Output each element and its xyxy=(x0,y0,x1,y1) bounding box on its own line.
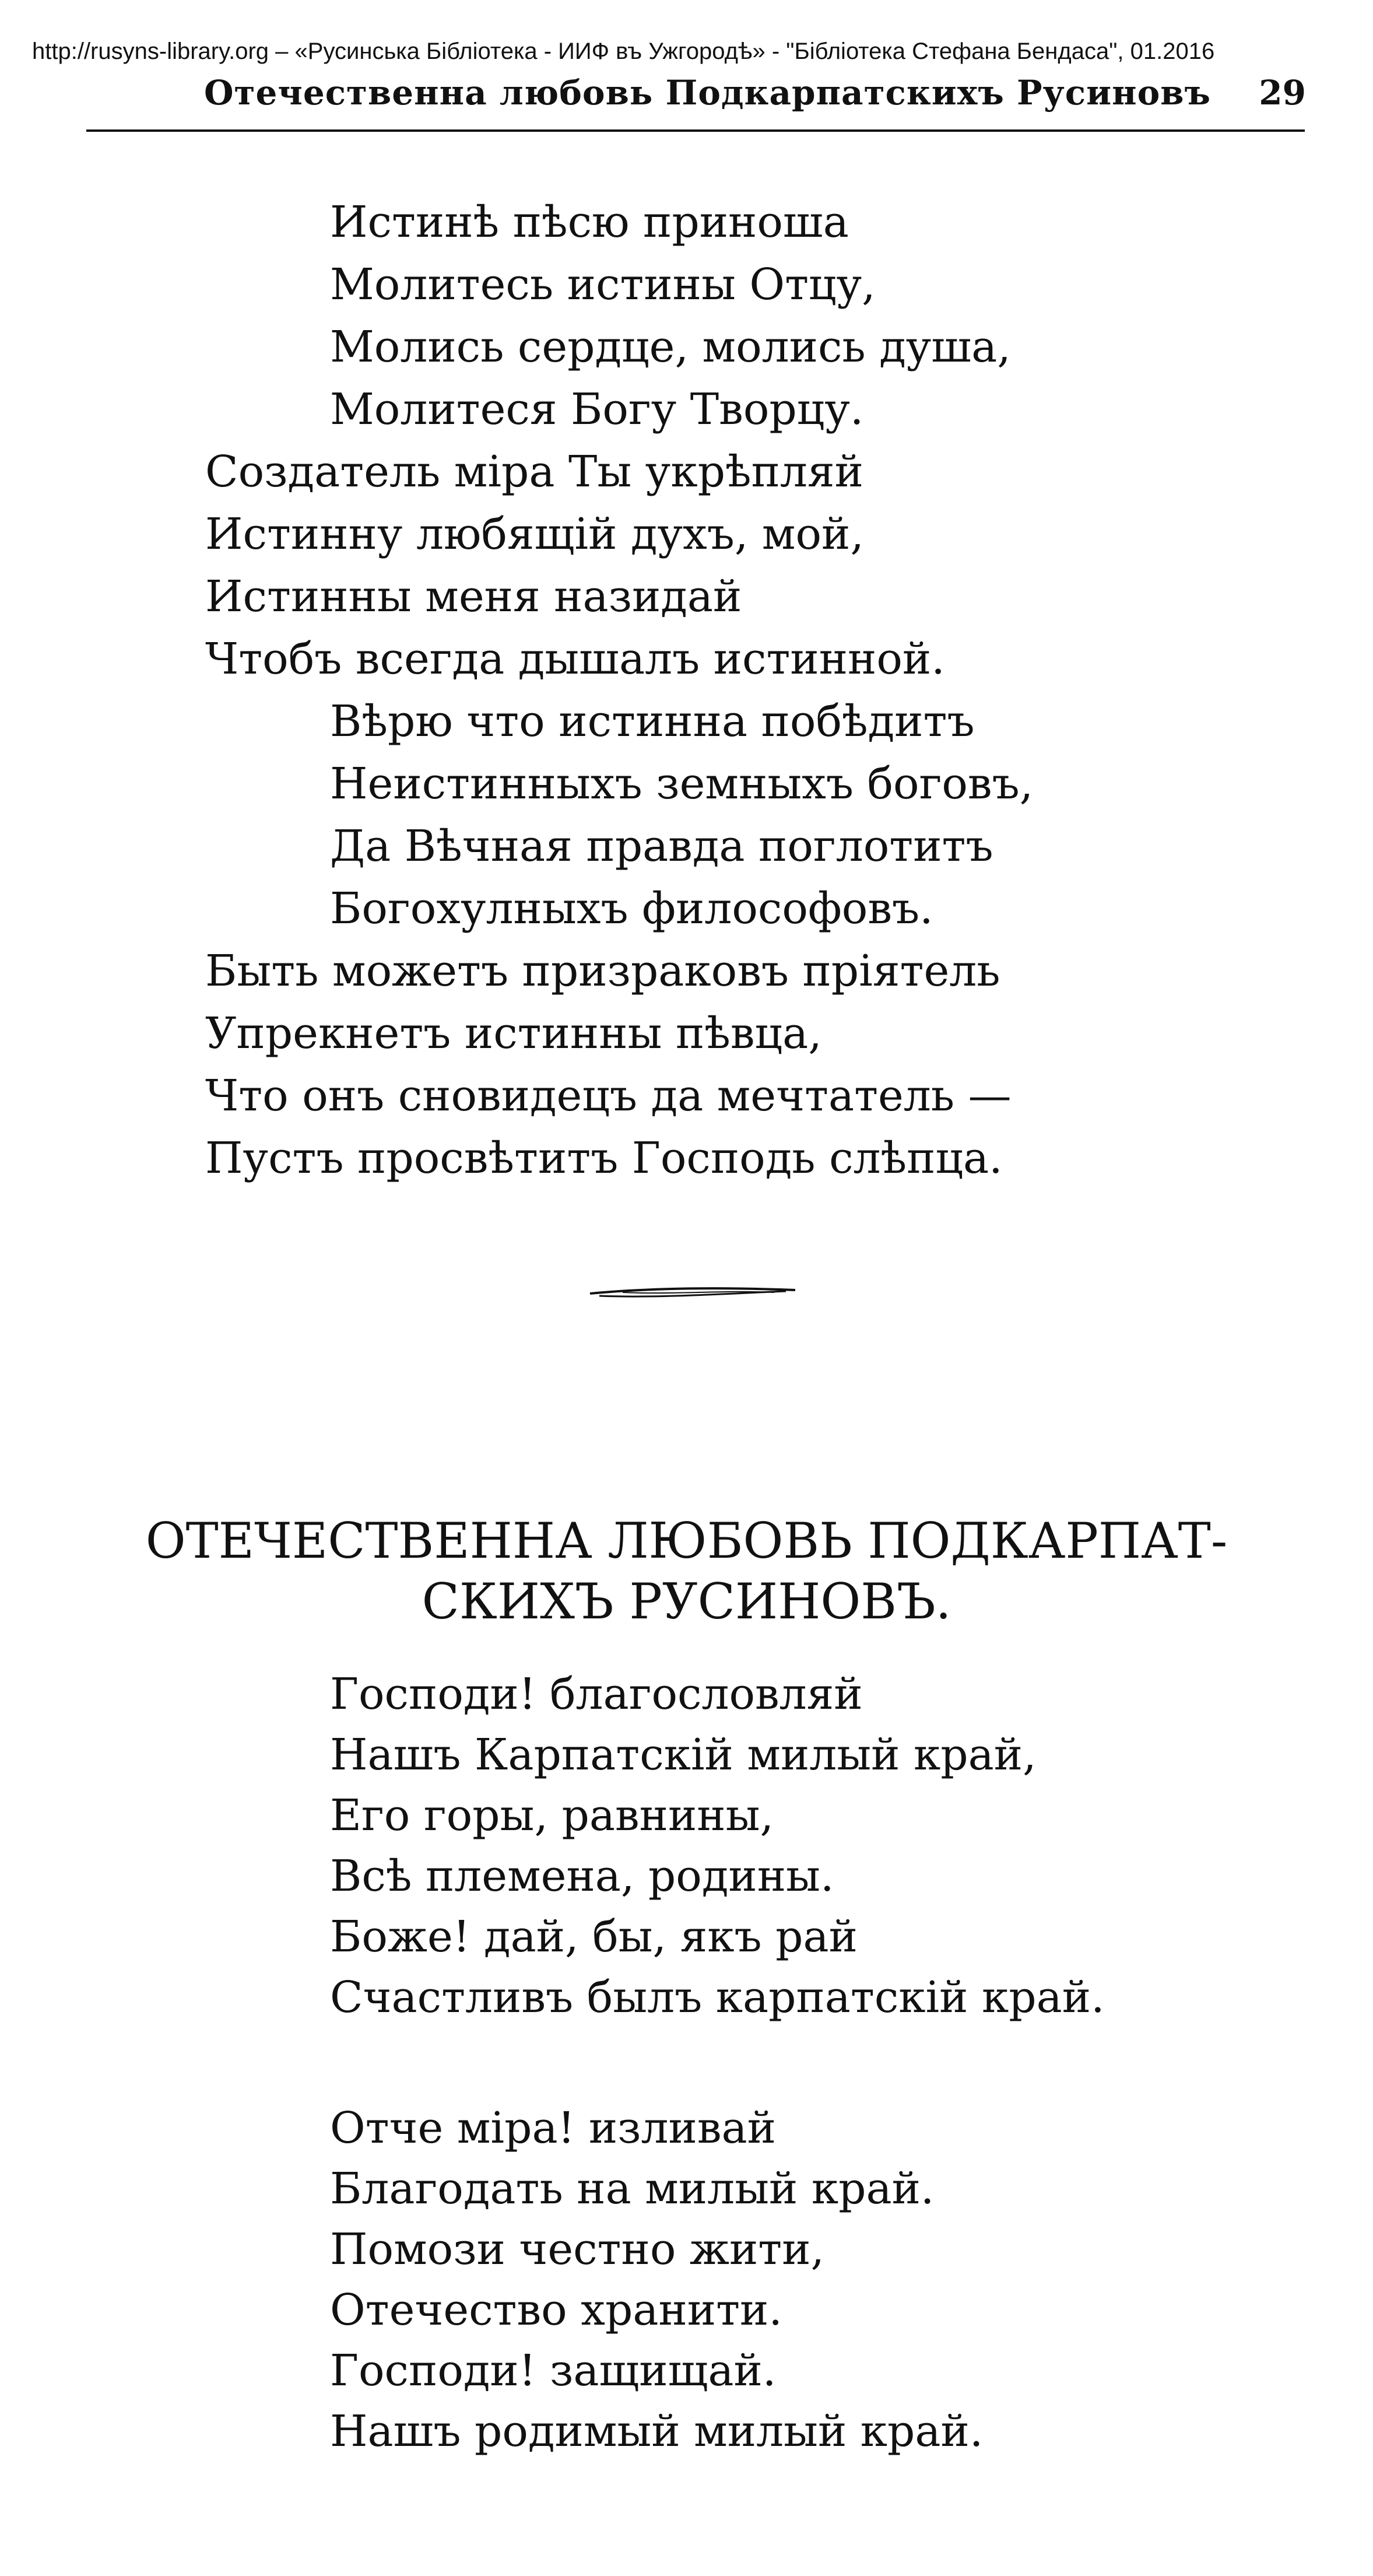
poem-line: Его горы, равнины, xyxy=(330,1790,774,1841)
poem-1 xyxy=(205,191,1033,1190)
poem-line: Господи! защищай. xyxy=(330,2346,777,2396)
poem-2-title-line: СКИХЪ РУСИНОВЪ. xyxy=(422,1573,951,1630)
poem-line: Истинны меня назидай xyxy=(205,572,742,622)
poem-line: Пустъ просвѣтитъ Господь слѣпца. xyxy=(205,1133,1003,1183)
source-attribution: http://rusyns-library.org – «Русинська Бібліотека - ИИФ въ Ужгородѣ» - "Бібліотека Стефана Бендаса", 01.2016 xyxy=(32,38,1215,64)
poem-line: Молитесь истины Отцу, xyxy=(330,260,876,310)
poem-line: Отечество хранити. xyxy=(330,2285,782,2335)
poem-2-title-line: ОТЕЧЕСТВЕННА ЛЮБОВЬ ПОДКАРПАТ- xyxy=(145,1512,1228,1569)
poem-2-title xyxy=(87,1510,1286,1632)
poem-line: Неистинныхъ земныхъ боговъ, xyxy=(330,759,1034,809)
poem-line: Благодать на милый край. xyxy=(330,2164,935,2214)
poem-line: Нашъ родимый милый край. xyxy=(330,2406,984,2456)
poem-line: Вѣрю что истинна побѣдитъ xyxy=(330,696,975,746)
poem-line: Отче міра! изливай xyxy=(330,2103,776,2153)
poem-line: Молись сердце, молись душа, xyxy=(330,322,1011,372)
poem-line: Упрекнетъ истинны пѣвца, xyxy=(205,1008,822,1059)
poem-line: Молитеся Богу Творцу. xyxy=(330,384,864,434)
poem-line: Помози честно жити, xyxy=(330,2224,825,2274)
poem-2-stanza-2 xyxy=(330,2098,983,2462)
poem-line: Истинѣ пѣсю приноша xyxy=(330,197,849,247)
poem-line: Что онъ сновидецъ да мечтатель — xyxy=(205,1071,1012,1121)
poem-line: Да Вѣчная правда поглотитъ xyxy=(330,821,993,871)
poem-line: Истинну любящій духъ, мой, xyxy=(205,509,864,559)
poem-line: Счастливъ былъ карпатскій край. xyxy=(330,1972,1105,2023)
running-header xyxy=(204,72,1306,113)
poem-line: Господи! благословляй xyxy=(330,1669,863,1719)
header-rule xyxy=(86,129,1305,132)
poem-line: Боже! дай, бы, якъ рай xyxy=(330,1912,858,1962)
running-title: Отечественна любовь Подкарпатскихъ Русиновъ xyxy=(204,73,1212,113)
section-divider-ornament xyxy=(588,1281,798,1304)
poem-line: Быть можетъ призраковъ пріятель xyxy=(205,946,1000,996)
poem-2-stanza-1 xyxy=(330,1664,1105,2028)
poem-line: Создатель міра Ты укрѣпляй xyxy=(205,447,863,497)
poem-line: Богохулныхъ философовъ. xyxy=(330,884,933,934)
poem-line: Всѣ племена, родины. xyxy=(330,1851,834,1901)
poem-line: Нашъ Карпатскій милый край, xyxy=(330,1730,1037,1780)
page-number: 29 xyxy=(1259,73,1306,113)
poem-line: Чтобъ всегда дышалъ истинной. xyxy=(205,634,945,684)
